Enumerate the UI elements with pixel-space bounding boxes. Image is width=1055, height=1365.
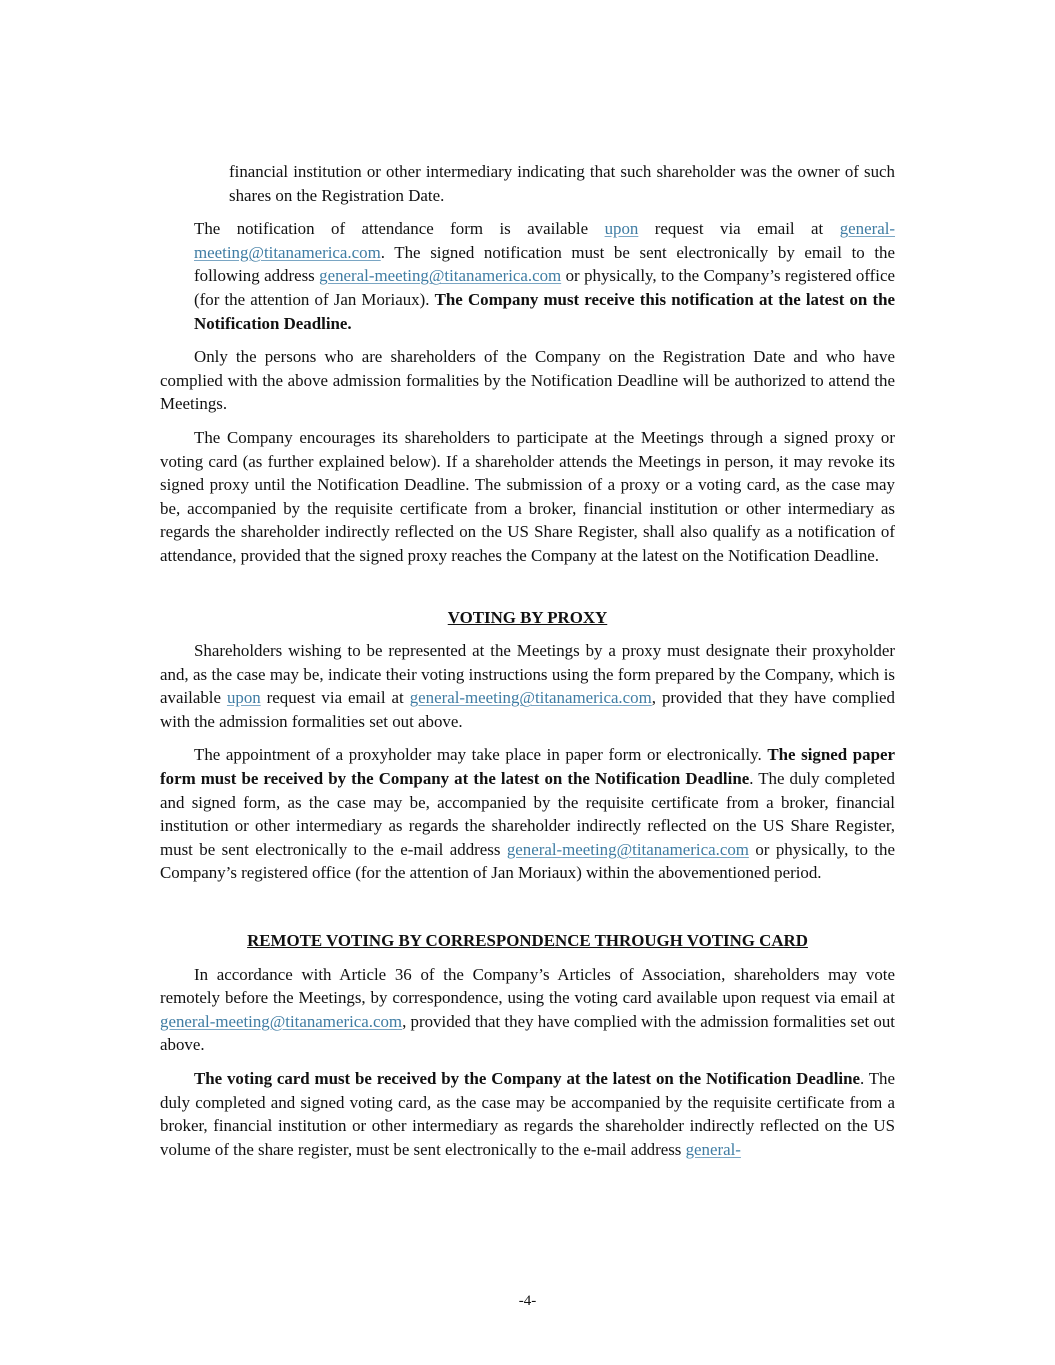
bold-deadline-text: The voting card must be received by the Company at the latest on the Notification Deadline — [194, 1069, 860, 1088]
heading-voting-by-proxy: VOTING BY PROXY — [447, 607, 608, 627]
paragraph-voting-card-deadline: The voting card must be received by the Company at the latest on the Notification Deadline. The duly completed and signed voting card, as the case may be accompanied by the requisite certificate from a broker, financial institution or other intermediary as regards the shareholder indirectly reflected on the US volume of the share register, must be sent electronically to the e-mail address general- — [160, 1069, 895, 1159]
paragraph-notification-form: The notification of attendance form is available upon request via email at general-meeting@titanamerica.com. The signed notification must be sent electronically by email to the following address general-meeting@titanamerica.com or physically, to the Company’s registered office (for the attention of Jan Moriaux). The Company must receive this notification at the latest on the Notification Deadline. — [194, 219, 896, 333]
bold-deadline-text: The Company must receive this notification at the latest on the Notification Deadline. — [194, 289, 895, 333]
email-link[interactable]: general- — [685, 1139, 741, 1159]
paragraph-text: financial institution or other intermediary indicating that such shareholder was the owner of such shares on the Registration Date. — [229, 162, 895, 205]
document-page — [160, 160, 895, 1171]
bold-deadline-text: The signed paper form must be received by the Company at the latest on the Notification Deadline — [160, 745, 896, 789]
email-link[interactable]: general-meeting@titanamerica.com — [160, 1011, 403, 1031]
email-link[interactable]: general-meeting@titanamerica.com — [409, 688, 652, 708]
paragraph-authorized-persons: Only the persons who are shareholders of the Company on the Registration Date and who have complied with the above admission formalities by the Notification Deadline will be authorized to attend the Meetings. — [160, 347, 895, 414]
email-link[interactable]: general-meeting@titanamerica.com — [194, 219, 896, 262]
paragraph-remote-voting: In accordance with Article 36 of the Company’s Articles of Association, shareholders may vote remotely before the Meetings, by correspondence, using the voting card available upon request via email at general-meeting@titanamerica.com, provided that they have complied with the admission formalities set out above. — [160, 964, 895, 1055]
email-link[interactable]: general-meeting@titanamerica.com — [506, 839, 749, 859]
paragraph-proxy-designation: Shareholders wishing to be represented at the Meetings by a proxy must designate their proxyholder and, as the case may be, indicate their voting instructions using the form prepared by the Company, which is available upon request via email at general-meeting@titanamerica.com, provided that they have complied with the admission formalities set out above. — [160, 641, 896, 731]
paragraph-continuation — [229, 160, 895, 207]
upon-link[interactable]: upon — [604, 219, 639, 239]
page-number: -4- — [518, 1293, 537, 1309]
email-link[interactable]: general-meeting@titanamerica.com — [319, 266, 562, 286]
heading-remote-voting: REMOTE VOTING BY CORRESPONDENCE THROUGH VOTING CARD — [247, 931, 808, 951]
paragraph-proxy-appointment: The appointment of a proxyholder may take place in paper form or electronically. The signed paper form must be received by the Company at the latest on the Notification Deadline. The duly completed and signed form, as the case may be, accompanied by the requisite certificate from a broker, financial institution or other intermediary as regards the shareholder indirectly reflected on the US Share Register, must be sent electronically to the e-mail address general-meeting@titanamerica.com or physically, to the Company’s registered office (for the attention of Jan Moriaux) within the abovementioned period. — [160, 745, 896, 883]
upon-link[interactable]: upon — [226, 688, 261, 708]
paragraph-encouragement: The Company encourages its shareholders to participate at the Meetings through a signed proxy or voting card (as further explained below). If a shareholder attends the Meetings in person, it may revoke its signed proxy until the Notification Deadline. The submission of a proxy or a voting card, as the case may be, accompanied by the requisite certificate from a broker, financial institution or other intermediary as regards the shareholder indirectly reflected on the US Share Register, shall also qualify as a notification of attendance, provided that the signed proxy reaches the Company at the latest on the Notification Deadline. — [160, 427, 895, 565]
